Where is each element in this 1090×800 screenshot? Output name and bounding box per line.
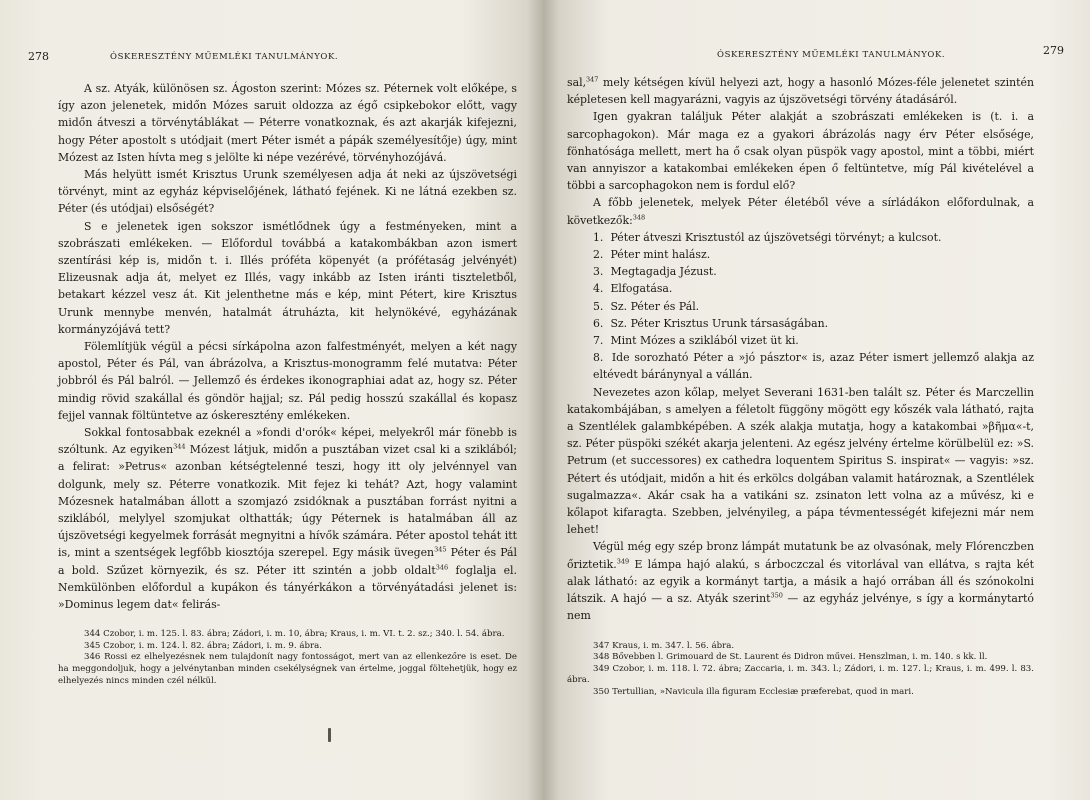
list-number: 1. [593, 230, 604, 244]
list-text: Elfogatása. [610, 282, 673, 296]
list-number: 5. [593, 299, 604, 313]
list-text: Mint Mózes a sziklából vizet üt ki. [610, 334, 799, 348]
paragraph [567, 194, 1034, 228]
footnote: 347 Kraus, i. m. 347. l. 56. ábra. [593, 640, 735, 651]
text-run: Mózest látjuk, midőn a pusztában vizet csal ki a sziklából; a felirat: »Petrus« azonban kétségtelenné teszi, hogy itt oly jelvénnyel van dolgunk, mely sz. Péterre vonatkozik. Mit fejez ki tehát? Azt, hogy valamint Mózesnek hatalmában állott a szomjazó zsidóknak a pusztában forrást nyitni a sziklából, melylyel szomjukat olthatták; úgy Péternek is hatalmában áll az újszövetségi kegyelmek forrását megnyitni a hívők számára. Péter apostol tehát itt is, mint a szentségek legfőbb kiosztója szerepel. Egy másik üvegen [58, 443, 517, 560]
list-item [567, 246, 1034, 263]
list-text: Ide sorozható Péter a »jó pásztor« is, azaz Péter ismert jellemző alakja az eltévedt báránynyal a vállán. [593, 351, 1034, 382]
list-item [567, 280, 1034, 297]
list-number: 7. [593, 334, 604, 348]
right-running-title: ÓSKERESZTÉNY MŰEMLÉKI TANULMÁNYOK. [717, 50, 946, 60]
footnote: 344 Czobor, i. m. 125. l. 83. ábra; Zádori, i. m. 10, ábra; Kraus, i. m. VI. t. 2. sz.; 340. l. 54. ábra. [84, 629, 505, 640]
footnote-ref: 349 [616, 557, 630, 566]
right-page-number: 279 [1043, 44, 1064, 57]
list-text: Péter átveszi Krisztustól az újszövetségi törvényt; a kulcsot. [610, 230, 942, 244]
right-page [543, 0, 1090, 800]
list-text: Megtagadja Jézust. [610, 265, 717, 279]
list-number: 2. [593, 248, 604, 262]
footnote-ref: 345 [434, 545, 447, 554]
left-footnotes [58, 629, 517, 687]
left-page [0, 0, 543, 800]
text-run: sal, [567, 76, 587, 89]
footnote-ref: 346 [435, 563, 449, 572]
list-number: 8. [593, 351, 604, 365]
footnote: 345 Czobor, i. m. 124. l. 82. ábra; Zádori, i. m. 9. ábra. [84, 640, 322, 651]
ink-mark [328, 728, 331, 742]
text-run: mely kétségen kívül helyezi azt, hogy a hasonló Mózes-féle jelenetet szintén képletesen kell magyarázni, vagyis az újszövetségi törvény átadásáról. [567, 76, 1034, 107]
paragraph [567, 74, 1034, 108]
right-footnotes [567, 641, 1034, 699]
list-text: Sz. Péter Krisztus Urunk társaságában. [610, 316, 829, 330]
paragraph: Más helyütt ismét Krisztus Urunk személyesen adja át neki az újszövetségi törvényt, mint az egyház képviselőjének, látható fejének. Ki ne látná ezekben sz. Péter (és utódjai) elsőségét? [58, 168, 517, 216]
left-body-text [58, 80, 517, 613]
paragraph [58, 424, 517, 613]
list-item [567, 315, 1034, 332]
text-run: Péter és Pál a bold. Szűzet környezik, és sz. Péter itt szintén a jobb oldalt [58, 546, 518, 577]
list-item [567, 263, 1034, 280]
text-run: Sokkal fontosabbak ezeknél a »fondi d'orók« képei, melyekről már fönebb is szóltunk. Az egyiken [58, 426, 517, 457]
footnote-ref: 348 [632, 213, 646, 221]
text-run: foglalja el. Nemkülönben előfordul a kupákon és tányérkákon a törvényátadási jelenet is: »Dominus legem dat« felirás- [58, 563, 517, 612]
left-running-title: ÓSKERESZTÉNY MŰEMLÉKI TANULMÁNYOK. [110, 52, 339, 62]
paragraph: Fölemlítjük végül a pécsi sírkápolna azon falfestményét, melyen a két nagy apostol, Péter és Pál, van ábrázolva, a Krisztus-monogramm felé mutatva: Péter jobbról és Pál balról. — Jellemző és érdekes ikonographiai adat az, hogy sz. Péter mindig rövid szakállal és göndör hajjal; sz. Pál pedig hosszú szakállal és kopasz fejjel vannak föltüntetve az óskeresztény emlékeken. [58, 340, 517, 422]
footnote: 346 Rossi ez elhelyezésnek nem tulajdonít nagy fontosságot, mert van az ellenkezőre is eset. De ha meggondoljuk, hogy a jelvénytanban minden csekélységnek van értelme, joggal föltehetjük, hogy ez elhelyezés nincs minden czél nélkül. [58, 652, 517, 686]
list-text: Péter mint halász. [610, 248, 711, 262]
list-item [567, 349, 1034, 383]
right-running-head [567, 44, 1064, 64]
footnote: 349 Czobor, i. m. 118. l. 72. ábra; Zaccaria, i. m. 343. l.; Zádori, i. m. 127. l.; Kraus, i. m. 499. l. 83. ábra. [567, 663, 1034, 686]
text-run: — az egyház jelvénye, s így a kormánytartó nem [567, 592, 1034, 623]
list-number: 4. [593, 282, 604, 296]
footnote: 350 Tertullian, »Navicula illa figuram Ecclesiæ præferebat, quod in mari. [593, 686, 914, 697]
paragraph: Igen gyakran találjuk Péter alakját a szobrászati emlékeken is (t. i. a sarcophagokon). Már maga ez a gyakori ábrázolás nagy érv Péter elsősége, fönhatósága mellett, mert ha ő csak olyan püspök vagy apostol, mint a többi, miért van annyiszor a katakombai emlékeken épen ő feltüntetve, míg Pál kivételével a többi a sarcophagokon nem is fordul elő? [567, 110, 1034, 193]
list-item [567, 229, 1034, 246]
footnote: 348 Bővebben l. Grimouard de St. Laurent és Didron művei. Henszlman, i. m. 140. s kk. ll. [593, 652, 988, 663]
list-item [567, 298, 1034, 315]
paragraph: A sz. Atyák, különösen sz. Ágoston szerint: Mózes sz. Péternek volt előképe, s így azon jelenetek, midőn Mózes saruit oldozza az égő csipkebokor előtt, vagy midőn átveszi a törvénytáblákat — Péterre vonatkoznak, és azt akarják kifejezni, hogy Péter apostolt s utódjait (mert Péter ismét a pápák személyesítője) úgy, mint Mózest az Isten hívta meg s jelölte ki népe vezérévé, törvényhozójává. [58, 82, 517, 164]
paragraph: S e jelenetek igen sokszor ismétlődnek úgy a festményeken, mint a szobrászati emlékeken. — Előfordul továbbá a katakombákban azon ismert szentírási kép is, midőn t. i. Illés próféta köpenyét (a prófétaság jelvényét) Elizeusnak adja át, melyet ez Illés, vagy inkább az Isten iránti tiszteletből, betakart kézzel vesz át. Kit jelenthetne más e kép, mint Pétert, kire Krisztus Urunk mennybe menvén, hatalmát átruházta, kit helynökévé, egyházának kormányzójává tett? [58, 219, 517, 336]
text-run: E lámpa hajó alakú, s árboczczal és vitorlával van ellátva, s rajta két alak látható: az egyik a kormányt tartja, a másik a hajó orrában áll és szónokolni látszik. A hajó — a sz. Atyák szerint [567, 557, 1034, 606]
footnote-ref: 350 [770, 591, 783, 600]
text-run: Végül még egy szép bronz lámpát mutatunk be az olvasónak, mely Flórenczben őriztetik. [567, 540, 1034, 571]
footnote-ref: 347 [586, 75, 599, 84]
left-page-number: 278 [28, 50, 49, 63]
scene-list [567, 229, 1034, 384]
paragraph: Nevezetes azon kőlap, melyet Severani 1631-ben talált sz. Péter és Marczellin katakombájában, s amelyen a féletolt függöny mögött egy kőszék vala látható, rajta a Szentlélek galambképében. A szék alakja mutatja, hogy a katakombai »βῆμα«-t, sz. Péter püspöki székét akarja jelenteni. Az egész jelvény értelme körülbelül ez: »S. Petrum (et successores) ex cathedra loquentem Spiritus S. inspirat« — vagyis: »sz. Pétert és utódjait, midőn a hit és erkölcs dolgában valamit határoznak, a Szentlélek sugalmazza«. Akár csak ha a vatikáni sz. zsinaton lett volna az a művész, ki e kőlapot kifaragta. Szebben, jelvényileg, a pápa tévmentességét kifejezni már nem lehet! [567, 385, 1034, 537]
list-number: 3. [593, 265, 604, 279]
list-text: Sz. Péter és Pál. [610, 299, 700, 313]
right-body-text [567, 74, 1034, 625]
paragraph [567, 538, 1034, 624]
list-item [567, 332, 1034, 349]
footnote-ref: 344 [173, 442, 186, 451]
text-run: A főbb jelenetek, melyek Péter életéből véve a sírládákon előfordulnak, a következők: [567, 196, 1034, 227]
list-number: 6. [593, 316, 604, 330]
left-running-head [28, 50, 517, 70]
